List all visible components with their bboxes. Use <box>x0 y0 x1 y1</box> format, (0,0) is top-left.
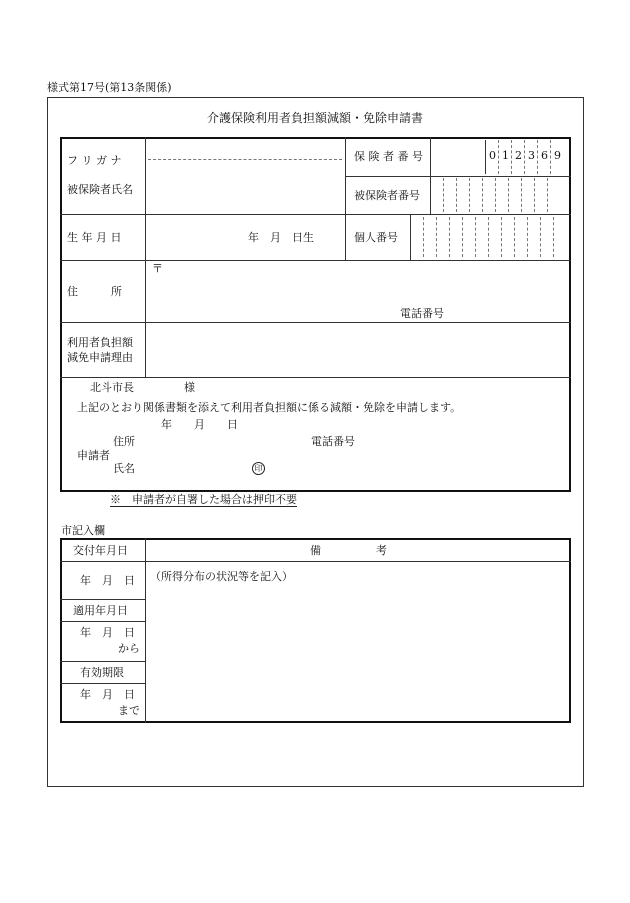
insurer-number-label: 保 険 者 番 号 <box>354 150 423 163</box>
applicant-phone-label: 電話番号 <box>311 435 355 448</box>
applicant-label: 申請者 <box>77 449 110 462</box>
issue-date-label: 交付年月日 <box>73 544 128 557</box>
birth-date-label: 生 年 月 日 <box>67 231 122 244</box>
from-label: から <box>118 642 140 655</box>
insured-name-label: 被保険者氏名 <box>67 183 133 196</box>
honorific: 様 <box>184 381 195 394</box>
insured-number-label: 被保険者番号 <box>354 189 420 202</box>
issue-date-format: 年 月 日 <box>80 574 135 587</box>
remarks-label: 備 考 <box>310 544 387 557</box>
form-title: 介護保険利用者負担額減額・免除申請書 <box>206 111 423 125</box>
applicant-name-label: 氏名 <box>113 462 135 475</box>
personal-number-label: 個人番号 <box>354 231 398 244</box>
signature-note: ※ 申請者が自署した場合は押印不要 <box>110 493 297 506</box>
address-label: 住 所 <box>67 285 122 298</box>
postal-mark: 〒 <box>152 262 163 275</box>
reason-label-line2: 減免申請理由 <box>67 351 133 364</box>
until-label: まで <box>118 704 140 717</box>
form-number: 様式第17号(第13条関係) <box>47 81 172 94</box>
insurer-digit: 9 <box>554 149 561 162</box>
insurer-digit: 3 <box>528 149 535 162</box>
valid-date-format: 年 月 日 <box>80 688 135 701</box>
city-section-heading: 市記入欄 <box>61 524 105 537</box>
apply-date-label: 適用年月日 <box>73 604 128 617</box>
city-table <box>60 538 571 723</box>
insurer-digit: 2 <box>515 149 522 162</box>
reason-label-line1: 利用者負担額 <box>67 336 133 349</box>
insurer-digit: 6 <box>541 149 548 162</box>
birth-date-format: 年 月 日生 <box>248 231 314 244</box>
remarks-hint: （所得分布の状況等を記入） <box>150 570 293 583</box>
declaration-statement: 上記のとおり関係書類を添えて利用者負担額に係る減額・免除を申請します。 <box>77 401 462 414</box>
apply-date-format: 年 月 日 <box>80 626 135 639</box>
addressee: 北斗市長 <box>90 381 134 394</box>
declaration-date: 年 月 日 <box>161 418 238 431</box>
valid-period-label: 有効期限 <box>80 666 124 679</box>
insurer-digit: 0 <box>489 149 496 162</box>
furigana-label: フ リ ガ ナ <box>67 154 122 167</box>
seal-mark-icon: 印 <box>252 462 265 475</box>
phone-label: 電話番号 <box>400 307 444 320</box>
insurer-digit: 1 <box>502 149 509 162</box>
applicant-address-label: 住所 <box>113 435 135 448</box>
